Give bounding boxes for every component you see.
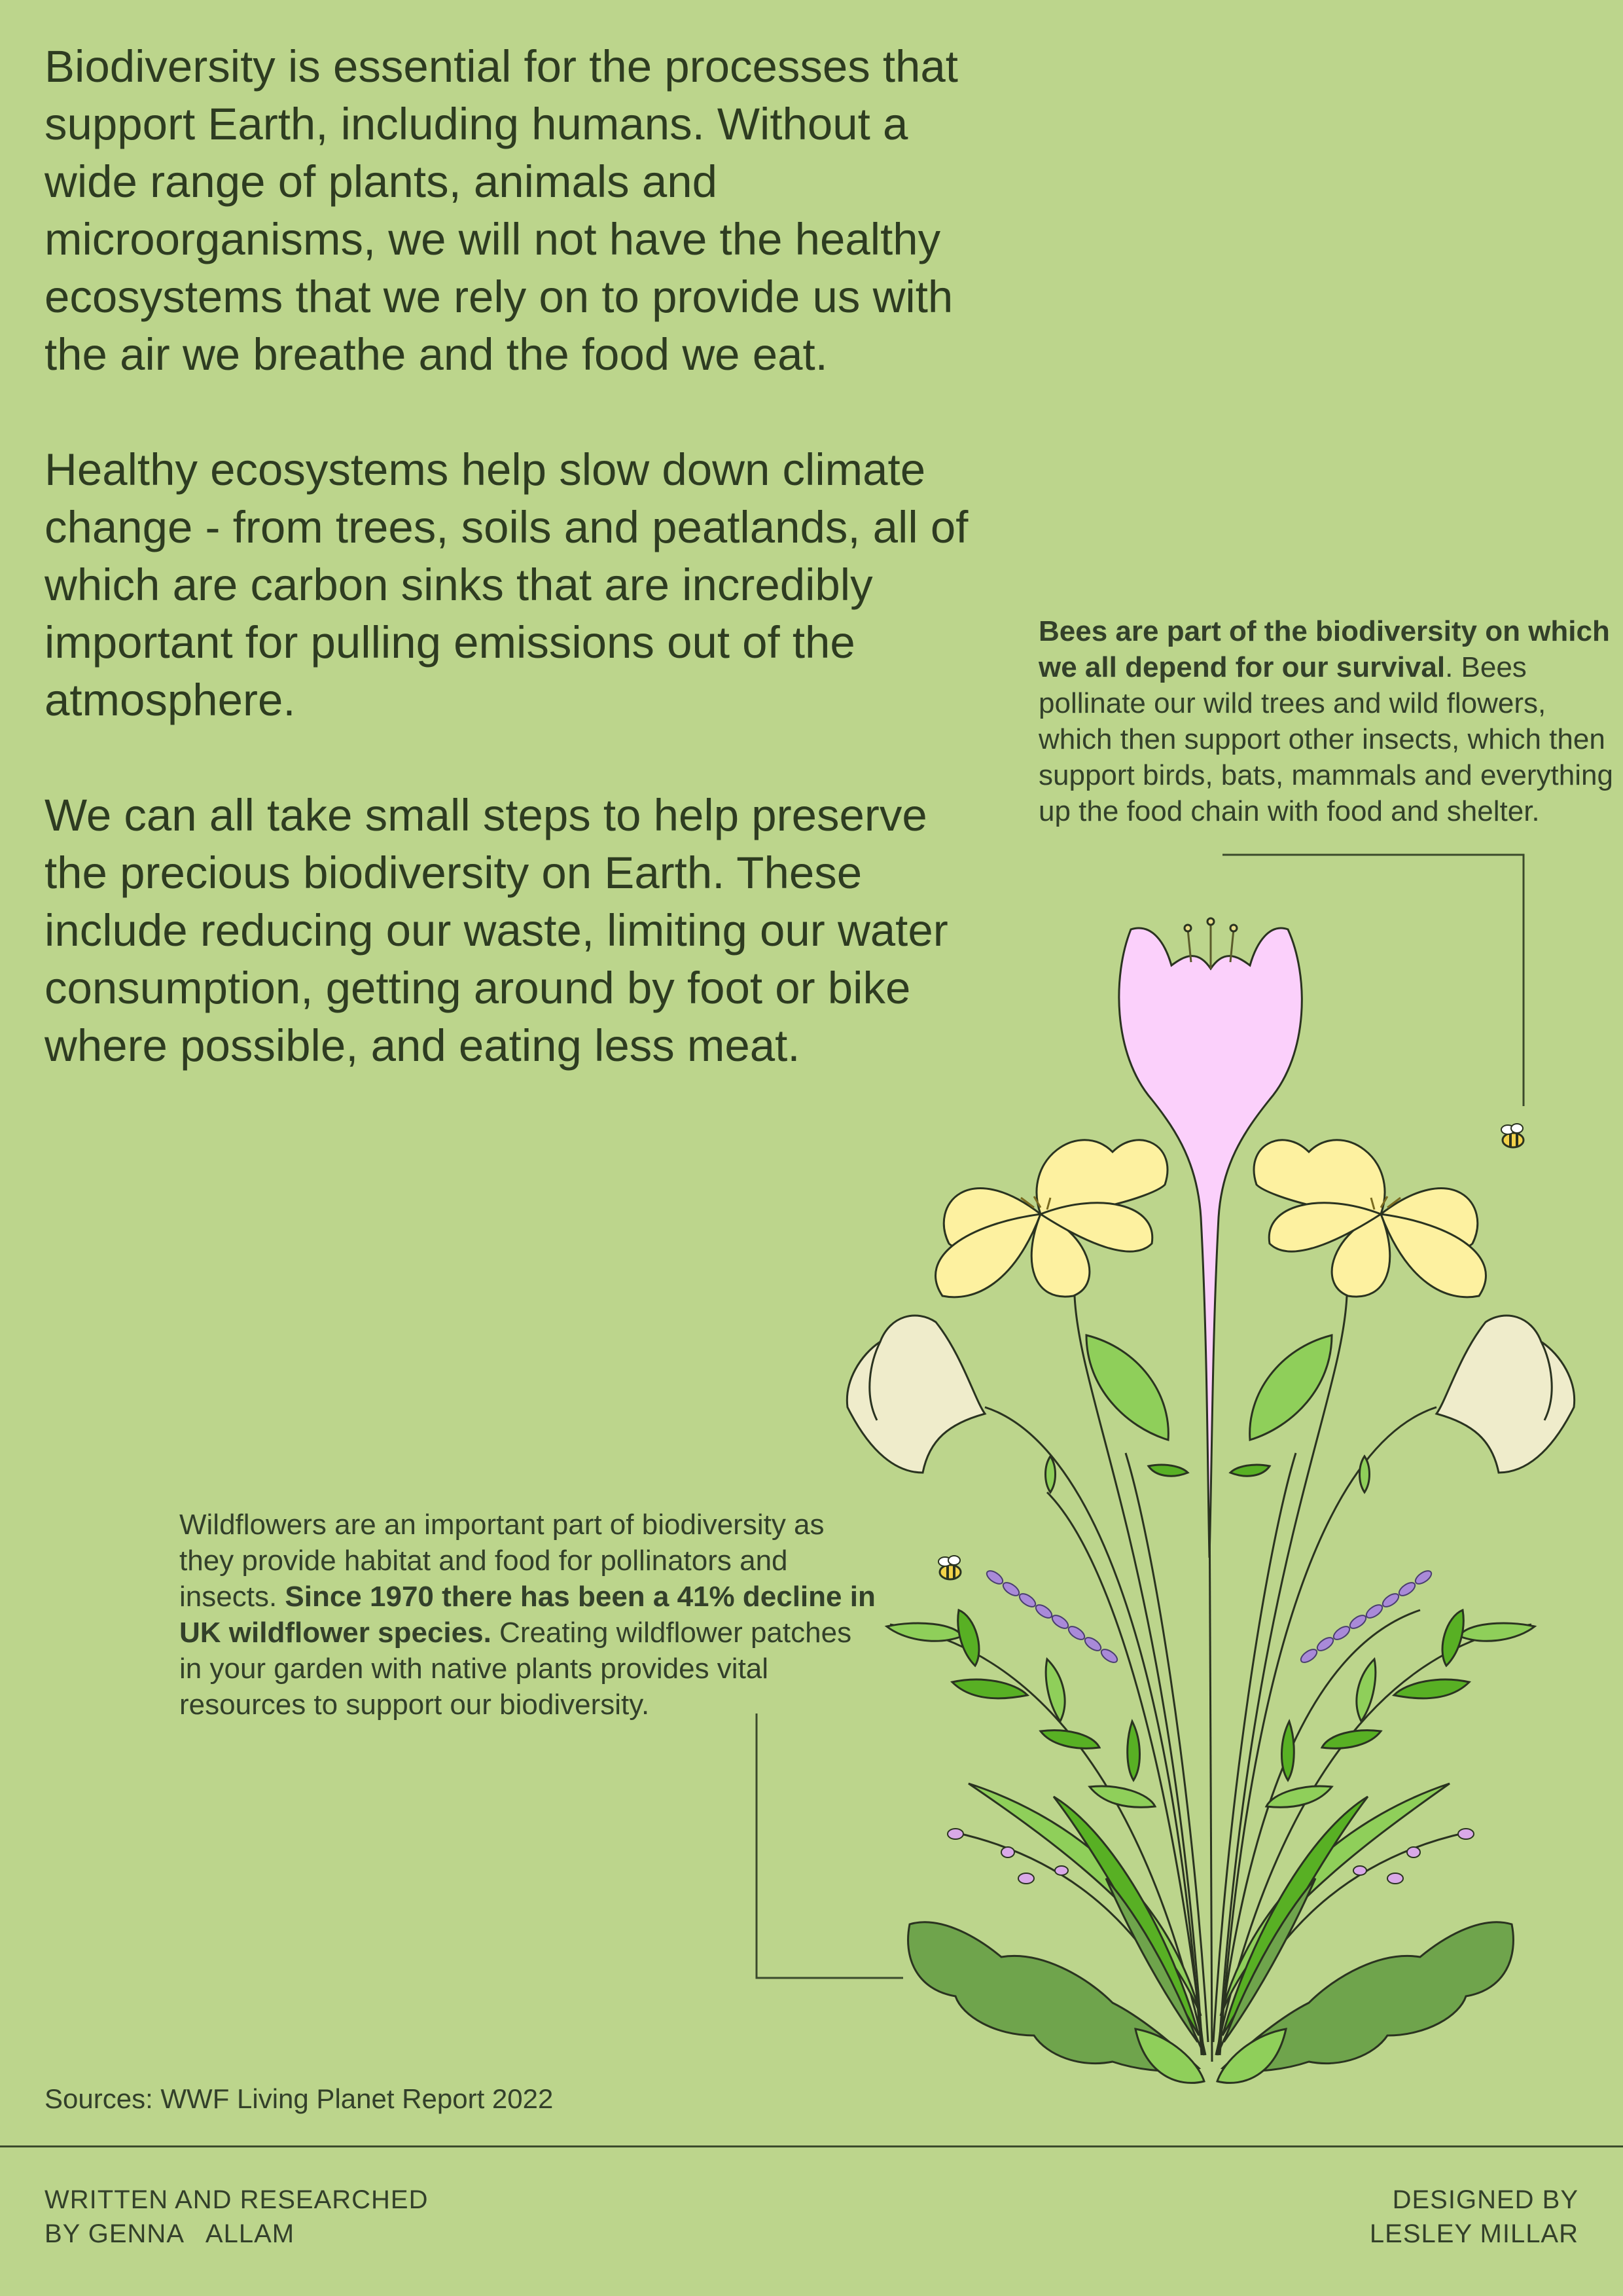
credit-designed-line-1: DESIGNED BY xyxy=(1392,2185,1578,2214)
intro-paragraph-3: We can all take small steps to help preserve the precious biodiversity on Earth. These include reducing our waste, limiting our water consumption, getting around by foot or bike where possible, and eating less meat. xyxy=(45,790,948,1071)
yellow-flower-right xyxy=(1254,1140,1486,1297)
footer-divider xyxy=(0,2145,1623,2147)
credit-designed-line-2: LESLEY MILLAR xyxy=(1369,2219,1578,2248)
credit-designed-by xyxy=(1370,2183,1578,2251)
bees-note-text: . Bees pollinate our wild trees and wild flowers, which then support other insects, which then support birds, bats, mammals and everything up the food chain with food and shelter. xyxy=(1039,651,1613,827)
intro-paragraph-1: Biodiversity is essential for the processes that support Earth, including humans. Without a wide range of plants, animals and microorganisms, we will not have the healthy ecosystems that we rely on to provide us with the air we breathe and the food we eat. xyxy=(45,41,958,380)
intro-paragraph-2: Healthy ecosystems help slow down climate change - from trees, soils and peatlands, all of which are carbon sinks that are incredibly important for pulling emissions out of the atmosphere. xyxy=(45,444,969,725)
bee-icon xyxy=(938,1556,961,1579)
wildflower-note-text-1: Wildflowers are an important part of biodiversity as they provide habitat and food for pollinators and insects. xyxy=(179,1509,825,1613)
credit-written-line-1: WRITTEN AND RESEARCHED xyxy=(45,2185,429,2214)
credit-written-by xyxy=(45,2183,429,2251)
wildflower-note-text-2: Creating wildflower patches in your garden with native plants provides vital resources to support our biodiversity. xyxy=(179,1617,852,1721)
lavender-right xyxy=(1299,1568,1434,1665)
cream-flower-left xyxy=(847,1316,985,1473)
bees-note-bold: Bees are part of the biodiversity on which we all depend for our survival xyxy=(1039,615,1610,683)
sources-text: Sources: WWF Living Planet Report 2022 xyxy=(45,2083,554,2114)
yellow-flower-left xyxy=(936,1140,1168,1297)
lavender-left xyxy=(985,1568,1120,1665)
credit-written-line-2: BY GENNA ALLAM xyxy=(45,2219,295,2248)
cream-flower-right xyxy=(1436,1316,1575,1473)
wildflower-callout-line xyxy=(757,1713,903,1978)
wildflower-note-bold: Since 1970 there has been a 41% decline in UK wildflower species. xyxy=(179,1581,876,1649)
bee-icon xyxy=(1501,1124,1524,1147)
